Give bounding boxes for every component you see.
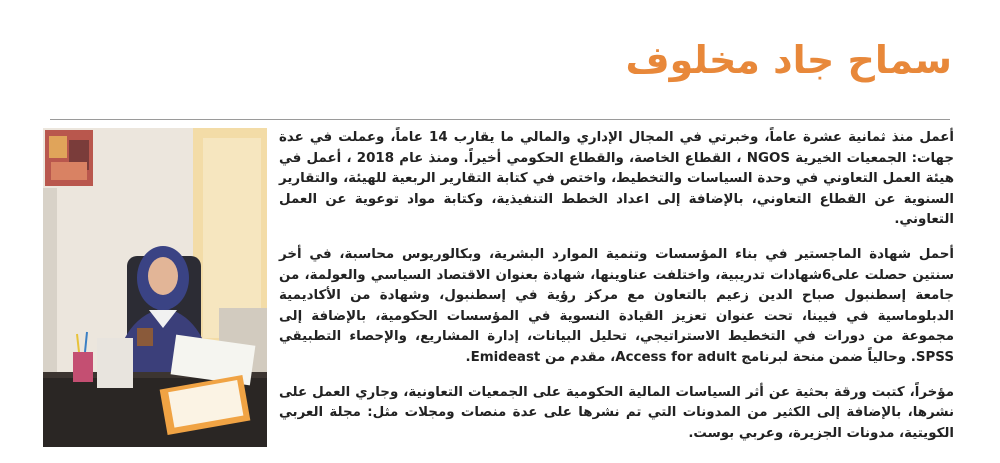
bio-paragraph-education: أحمل شهادة الماجستير في بناء المؤسسات وتنمية الموارد البشرية، وبكالوريوس محاسبة، في أخر سنتين حصلت على6شهادات تدريبية، واختلفت عناوينها، شهادة بعنوان الاقتصاد السياسي والعولمة، من جامعة إسطنبول صباح الدين زعيم بالتعاون مع مركز رؤية في إسطنبول، وشهادة من الأكاديمية الدبلوماسية في فيينا، تحت عنوان تعزيز القيادة النسوية في المؤسسات الحكومية، بالإضافة إلى مجموعة من دورات في التخطيط الاستراتيجي، تحليل البيانات، إدارة المشاريع، والإحصاء التطبيقي SPSS. وحالياً ضمن منحة لبرنامج Access for adult، مقدم من Emideast.: [279, 246, 954, 365]
bio-text: [279, 128, 954, 444]
portrait-photo-icon: [43, 128, 267, 447]
title-divider: [50, 119, 950, 120]
bio-paragraph-experience: أعمل منذ ثمانية عشرة عاماً، وخبرتي في المجال الإداري والمالي ما يقارب 14 عاماً، وعملت في عدة جهات: الجمعيات الخيرية NGOS ، القطاع الخاصة، والقطاع الحكومي أخيراً. ومنذ عام 2018 ، أعمل في هيئة العمل التعاوني في وحدة السياسات والتخطيط، واختص في كتابة التقارير الربعية للهيئة، والتقارير السنوية عن القطاع التعاوني، بالإضافة إلى اعداد الخطط التنفيذية، وكتابة مواد توعوية عن العمل التعاوني.: [279, 130, 954, 228]
bio-paragraph-publications: مؤخراً، كتبت ورقة بحثية عن أثر السياسات المالية الحكومية على الجمعيات التعاونية، وجاري العمل على نشرها، بالإضافة إلى الكثير من المدونات التي تم نشرها على عدة منصات ومجلات مثل: مجلة العربي الكويتية، مدونات الجزيرة، وعربي بوست.: [279, 384, 954, 441]
page-title: سماح جاد مخلوف: [625, 38, 952, 82]
portrait-photo: [43, 128, 267, 447]
